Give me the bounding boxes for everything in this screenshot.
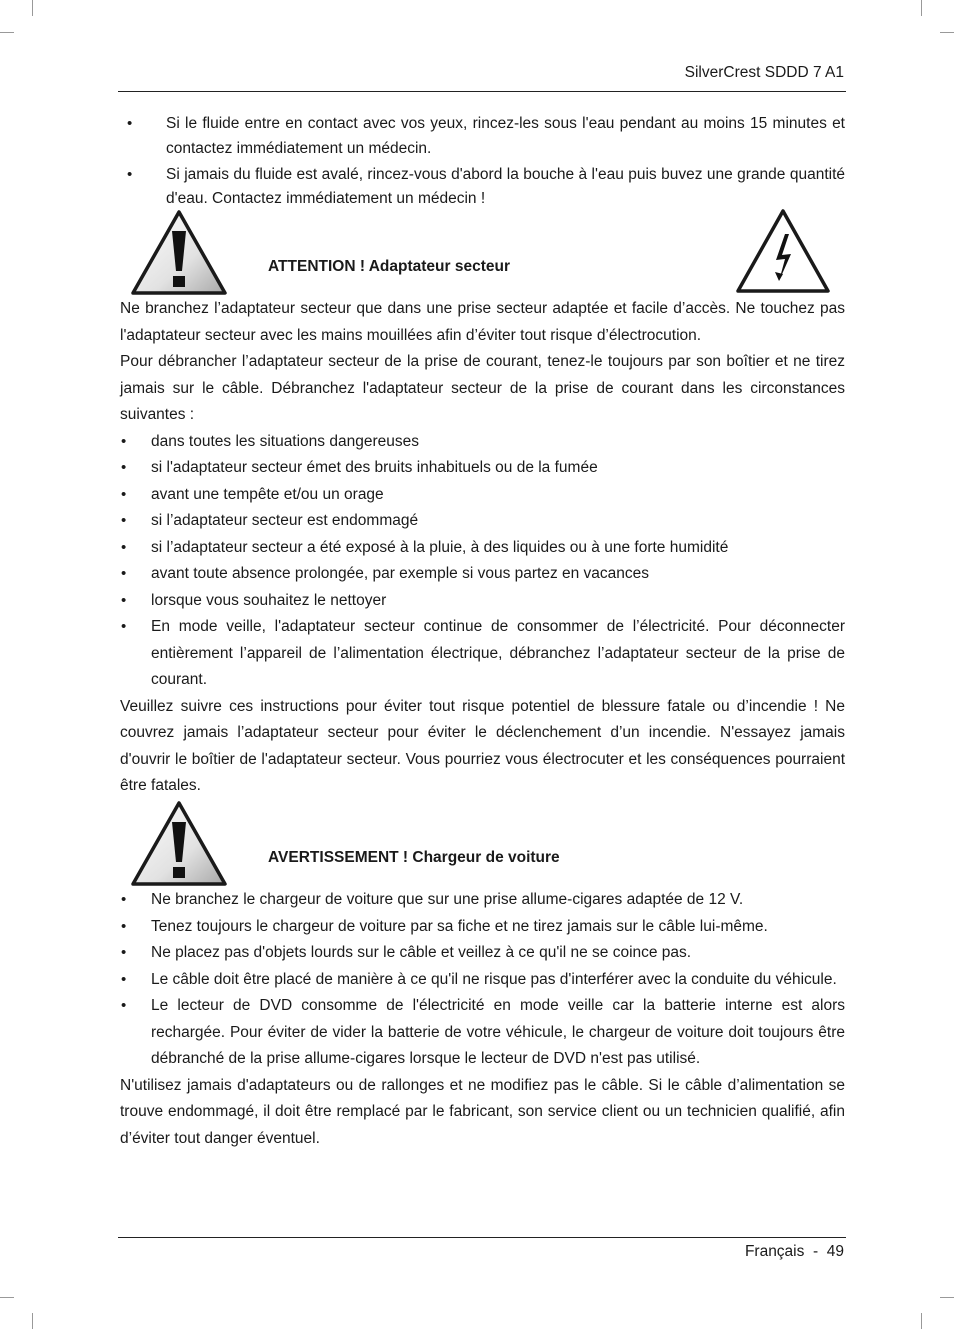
list-item [120,887,845,914]
warning-triangle-icon [130,800,228,887]
footer-rule [118,1237,846,1238]
list-item-text: Le lecteur de DVD consomme de l'électricité en mode veille car la batterie interne est alors rechargée. Pour éviter de vider la batterie de votre véhicule, le chargeur de voiture doit toujours être débranché de la prise allume-cigares lorsque le lecteur de DVD n'est pas utilisé. [151,997,845,1067]
top-bullet-list-block [120,112,845,213]
list-item [120,993,845,1073]
section1-body [120,296,845,800]
bullet-glyph: • [121,432,127,450]
bullet-glyph: • [121,618,127,635]
bullet-glyph: • [121,512,127,529]
bullet-glyph: • [127,115,133,132]
list-item-text: Le câble doit être placé de manière à ce qu'il ne risque pas d'interférer avec la conduite du véhicule. [151,970,837,988]
bullet-glyph: • [121,917,127,935]
list-item-text: avant une tempête et/ou un orage [151,485,384,503]
list-item [120,914,845,941]
top-bullet-list [120,112,845,212]
list-item [120,112,845,161]
list-item [120,429,845,456]
adapter-bullet-list [120,429,845,694]
crop-mark [32,0,33,16]
warning-triangle-icon [130,209,228,296]
list-item-text: Si jamais du fluide est avalé, rincez-vous d'abord la bouche à l'eau puis buvez une grande quantité d'eau. Contactez immédiatement un médecin ! [166,165,845,207]
crop-mark [940,32,954,33]
list-item-text: Tenez toujours le chargeur de voiture par sa fiche et ne tirez jamais sur le câble lui-même. [151,917,768,935]
list-item-text: lorsque vous souhaitez le nettoyer [151,591,387,609]
crop-mark [940,1297,954,1298]
section-heading-car-charger: AVERTISSEMENT ! Chargeur de voiture [268,849,560,866]
list-item-text: si l'adaptateur secteur émet des bruits inhabituels ou de la fumée [151,459,598,476]
list-item [120,482,845,509]
paragraph: Pour débrancher l’adaptateur secteur de la prise de courant, tenez-le toujours par son boîtier et ne tirez jamais sur le câble. Débranchez l'adaptateur secteur de la prise de courant dans les circonstances suivantes : [120,353,845,423]
document-header-title: SilverCrest SDDD 7 A1 [684,64,844,81]
paragraph: Ne branchez l’adaptateur secteur que dans une prise secteur adaptée et facile d’accès. Ne touchez pas l'adaptateur secteur avec les mains mouillées afin d’éviter tout risque d’électrocution. [120,300,845,344]
bullet-glyph: • [121,970,127,988]
list-item-text: dans toutes les situations dangereuses [151,432,419,450]
crop-mark [921,0,922,16]
bullet-glyph: • [121,997,127,1014]
bullet-glyph: • [121,891,127,908]
list-item [120,455,845,482]
list-item-text: En mode veille, l'adaptateur secteur continue de consommer de l’électricité. Pour déconnecter entièrement l’appareil de l’alimentation électrique, débranchez l’adaptateur secteur de la prise de courant. [151,618,845,688]
list-item-text: Ne branchez le chargeur de voiture que sur une prise allume-cigares adaptée de 12 V. [151,891,744,908]
paragraph: Veuillez suivre ces instructions pour éviter tout risque potentiel de blessure fatale ou d’incendie ! Ne couvrez jamais l’adaptateur secteur pour éviter le déclenchement d’un incendie. N'essayez jamais d'ouvrir le boîtier de l'adaptateur secteur. Vous pourriez vous électrocuter et les conséquences pourraient être fatales. [120,697,845,794]
crop-mark [0,1297,14,1298]
list-item-text: Ne placez pas d'objets lourds sur le câble et veillez à ce qu'il ne se coince pas. [151,944,692,961]
header-rule [118,91,846,92]
crop-mark [32,1313,33,1329]
list-item [120,535,845,562]
paragraph: N'utilisez jamais d'adaptateurs ou de rallonges et ne modifiez pas le câble. Si le câble d’alimentation se trouve endommagé, il doit être remplacé par le fabricant, son service client ou un technicien qualifié, afin d’éviter tout danger éventuel. [120,1076,845,1147]
list-item-text: Si le fluide entre en contact avec vos yeux, rincez-les sous l'eau pendant au moins 15 minutes et contactez immédiatement un médecin. [166,115,845,157]
section2-body [120,887,845,1152]
electric-shock-icon [735,208,831,294]
list-item-text: si l’adaptateur secteur a été exposé à la pluie, à des liquides ou à une forte humidité [151,538,729,556]
list-item [120,940,845,967]
bullet-glyph: • [121,565,127,582]
list-item [120,588,845,615]
bullet-glyph: • [121,591,127,609]
crop-mark [0,32,14,33]
list-item [120,508,845,535]
list-item [120,163,845,212]
footer-page-label: Français - 49 [744,1243,844,1260]
list-item-text: avant toute absence prolongée, par exemple si vous partez en vacances [151,565,650,582]
list-item [120,614,845,694]
section-heading-adapter: ATTENTION ! Adaptateur secteur [268,258,510,275]
bullet-glyph: • [121,538,127,556]
crop-mark [921,1313,922,1329]
car-charger-bullet-list [120,887,845,1073]
bullet-glyph: • [121,485,127,503]
list-item-text: si l’adaptateur secteur est endommagé [151,512,419,529]
bullet-glyph: • [121,459,127,476]
bullet-glyph: • [127,165,133,183]
list-item [120,967,845,994]
bullet-glyph: • [121,944,127,961]
list-item [120,561,845,588]
